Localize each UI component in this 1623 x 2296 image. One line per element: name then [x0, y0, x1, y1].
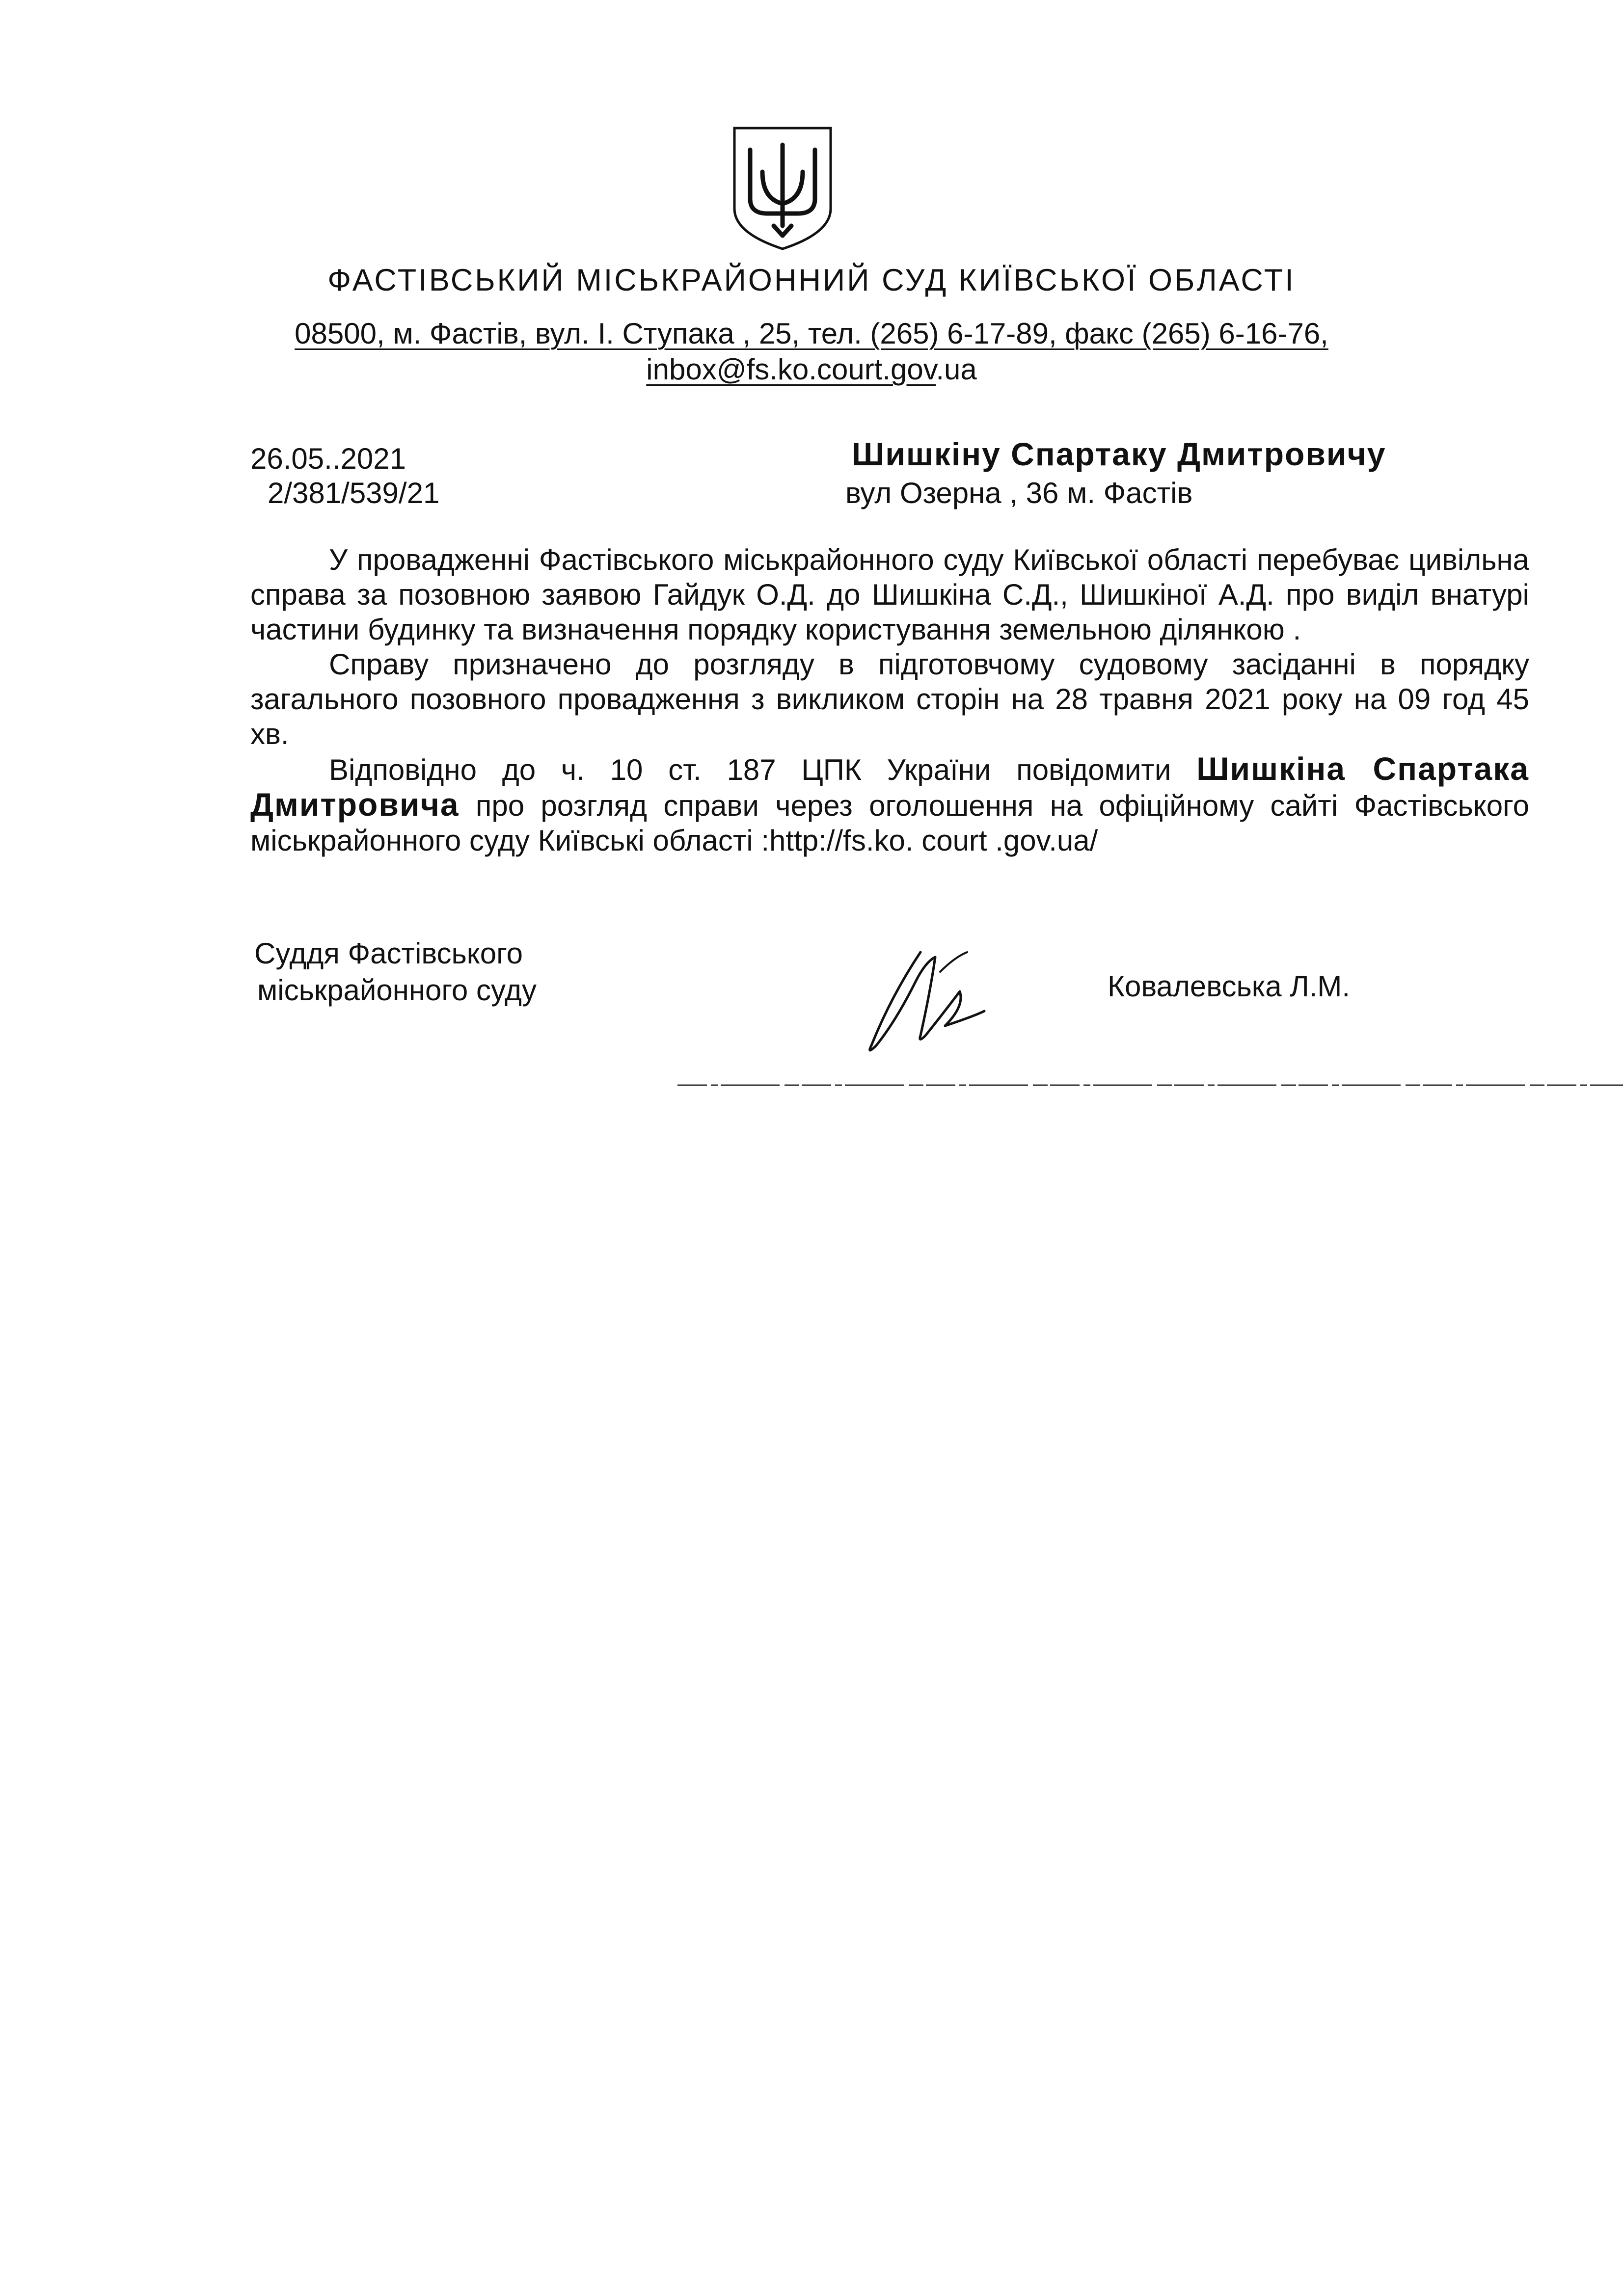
court-name: ФАСТІВСЬКИЙ МІСЬКРАЙОННИЙ СУД КИЇВСЬКОЇ ОБЛАСТІ [327, 263, 1296, 297]
signer-role-line2: міськрайонного суду [257, 974, 537, 1007]
paragraph-hearing: Справу призначено до розгляду в підготовчому судовому засіданні в порядку загального позовного провадження з викликом сторін на 28 травня 2021 року на 09 год 45 хв. [250, 648, 1529, 750]
trident-coat-of-arms-icon [730, 125, 835, 252]
signer-role-line1: Суддя Фастівського [254, 937, 523, 970]
letter-date: 26.05..2021 [250, 442, 406, 475]
court-email-suffix: .ua [936, 353, 977, 386]
court-address-text: 08500, м. Фастів, вул. І. Ступака , 25, тел. (265) 6-17-89, факс (265) 6-16-76, [295, 317, 1328, 350]
court-email [0, 352, 1623, 386]
signer-role [254, 935, 537, 1009]
court-address [0, 317, 1623, 350]
notice-person: Шишкіна Спартака Дмитровича [250, 750, 1529, 823]
court-email-underlined: inbox@fs.ko.court.gov [646, 353, 936, 386]
recipient-name: Шишкіну Спартаку Дмитровичу [852, 436, 1386, 472]
notice-tail: про розгляд справи через оголошення на офіційному сайті Фастівського міськрайонного суду Київські області :http://fs.ko. court .gov.ua/ [250, 789, 1529, 857]
judge-name: Ковалевська Л.М. [1108, 970, 1351, 1003]
scan-divider-line [677, 1082, 1623, 1087]
paragraph-notice [250, 751, 1529, 858]
handwritten-signature-icon [862, 937, 1009, 1060]
notice-lead: Відповідно до ч. 10 ст. 187 ЦПК України повідомити [329, 753, 1197, 786]
letter-body [250, 542, 1529, 858]
recipient-address: вул Озерна , 36 м. Фастів [845, 477, 1193, 509]
case-number: 2/381/539/21 [268, 477, 440, 509]
paragraph-case-info: У провадженні Фастівського міськрайонного суду Київської області перебуває цивільна справа за позовною заявою Гайдук О.Д. до Шишкіна С.Д., Шишкіної А.Д. про виділ внатурі частини будинку та визначення порядку користування земельною ділянкою . [250, 543, 1529, 646]
